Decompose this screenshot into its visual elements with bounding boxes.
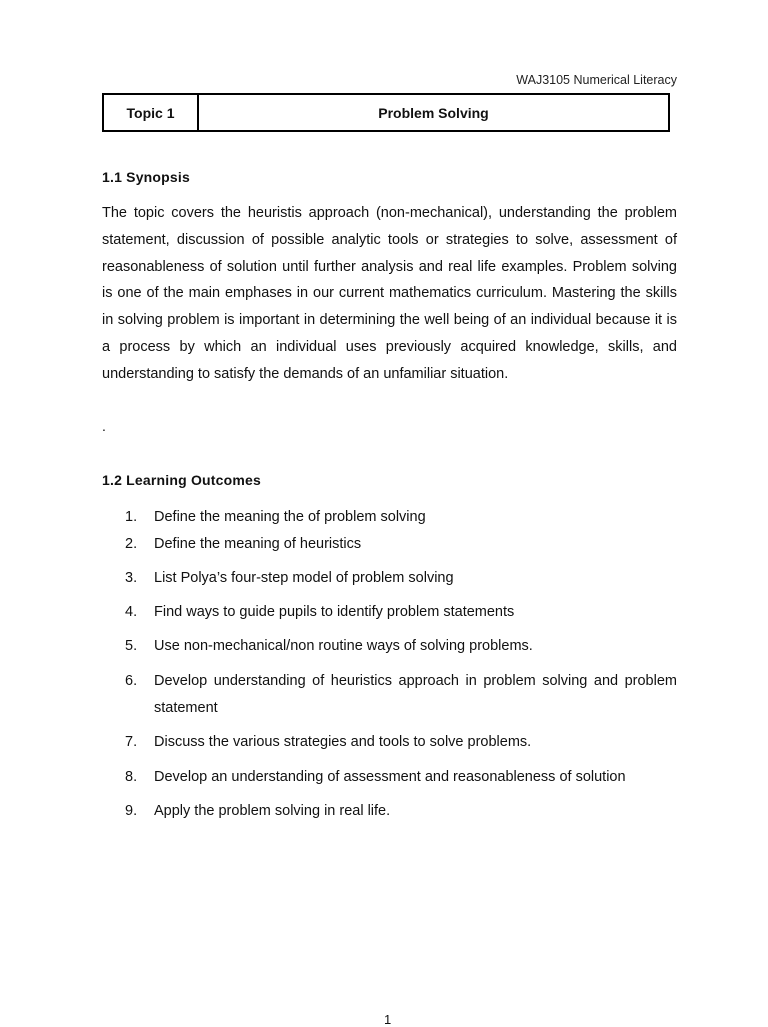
outcome-number: 4. <box>125 604 138 620</box>
outcome-number: 8. <box>125 769 138 785</box>
outcome-text: List Polya’s four-step model of problem solving <box>154 570 454 586</box>
outcome-text: Find ways to guide pupils to identify problem statements <box>154 604 515 620</box>
outcome-item <box>102 504 677 531</box>
outcome-item <box>102 565 677 592</box>
outcome-number: 1. <box>125 509 138 525</box>
outcome-item <box>102 798 677 825</box>
outcome-item <box>102 668 677 722</box>
outcome-item <box>102 599 677 626</box>
outcome-item <box>102 729 677 756</box>
topic-title: Problem Solving <box>378 104 489 121</box>
synopsis-paragraph: The topic covers the heuristis approach (non-mechanical), understanding the problem statement, discussion of possible analytic tools or strategies to solve, assessment of reasonableness of solution until further analysis and real life examples. Problem solving is one of the main emphases in our current mathematics curriculum. Mastering the skills in solving problem is important in determining the well being of an individual because it is a process by which an individual uses previously acquired knowledge, skills, and understanding to satisfy the demands of an unfamiliar situation. <box>102 205 677 382</box>
outcome-number: 3. <box>125 570 138 586</box>
outcome-item <box>102 764 677 791</box>
outcome-item <box>102 531 677 558</box>
outcome-number: 2. <box>125 536 138 552</box>
outcome-item <box>102 633 677 660</box>
learning-outcomes-heading: 1.2 Learning Outcomes <box>102 472 262 488</box>
stray-mark: . <box>102 418 106 434</box>
outcome-text: Use non-mechanical/non routine ways of solving problems. <box>154 638 533 654</box>
page-number: 1 <box>384 1012 392 1027</box>
outcome-number: 9. <box>125 803 138 819</box>
outcome-text: Define the meaning the of problem solving <box>154 509 426 525</box>
synopsis-heading: 1.1 Synopsis <box>102 169 190 185</box>
outcome-number: 5. <box>125 638 138 654</box>
topic-label: Topic 1 <box>104 95 199 130</box>
topic-box <box>102 93 670 132</box>
running-header: WAJ3105 Numerical Literacy <box>516 73 677 87</box>
outcome-text: Define the meaning of heuristics <box>154 536 362 552</box>
outcome-text: Develop an understanding of assessment and reasonableness of solution <box>154 769 626 785</box>
outcome-text: Develop understanding of heuristics approach in problem solving and problem statement <box>154 673 677 716</box>
outcome-number: 6. <box>125 673 138 689</box>
outcome-text: Discuss the various strategies and tools to solve problems. <box>154 734 532 750</box>
outcome-text: Apply the problem solving in real life. <box>154 803 391 819</box>
outcome-number: 7. <box>125 734 138 750</box>
